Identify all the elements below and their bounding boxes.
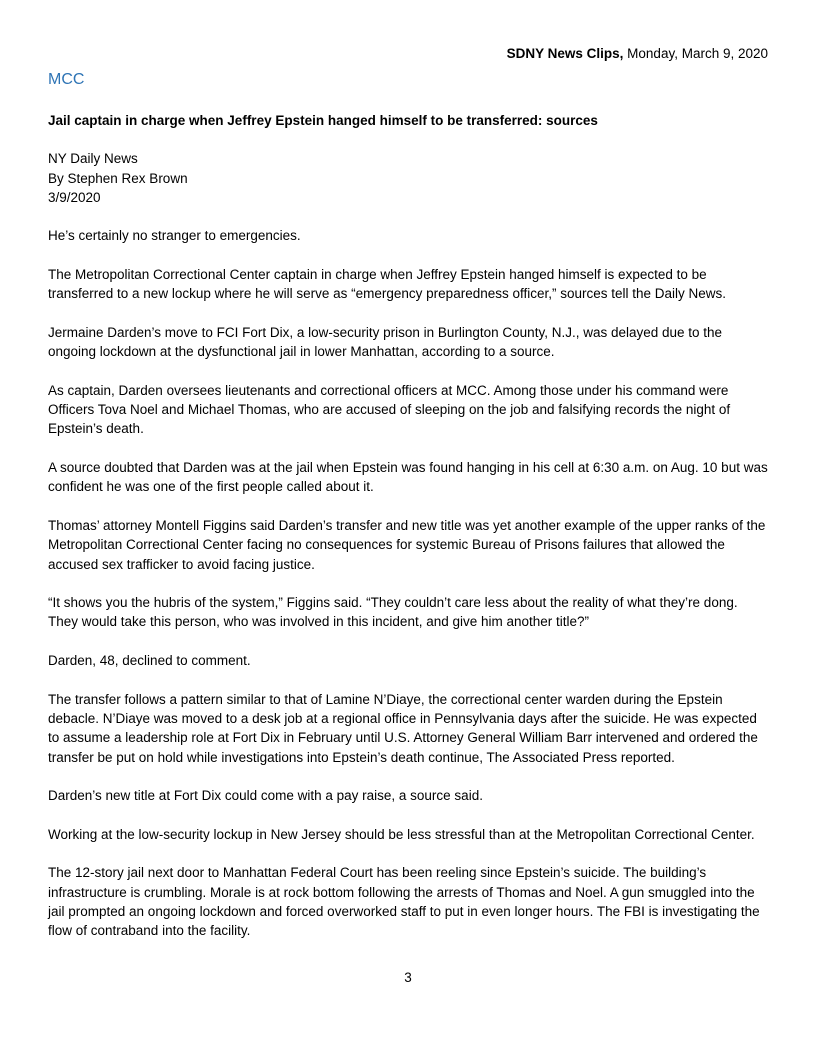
paragraph: The transfer follows a pattern similar to that of Lamine N’Diaye, the correctional center warden during the Epstein debacle. N’Diaye was moved to a desk job at a regional office in Pennsylvania days after the suicide. He was expected to assume a leadership role at Fort Dix in February until U.S. Attorney General William Barr intervened and ordered the transfer be put on hold while investigations into Epstein’s death continue, The Associated Press reported. [48,691,758,765]
paragraph: Darden, 48, declined to comment. [48,653,251,669]
byline-date: 3/9/2020 [48,189,101,205]
paragraph: As captain, Darden oversees lieutenants and correctional officers at MCC. Among those under his command were Officers Tova Noel and Michael Thomas, who are accused of sleeping on the job and falsifying records the night of Epstein’s death. [48,382,731,437]
article-body [48,226,768,940]
paragraph: Working at the low-security lockup in New Jersey should be less stressful than at the Metropolitan Correctional Center. [48,826,755,842]
paragraph: A source doubted that Darden was at the jail when Epstein was found hanging in his cell at 6:30 a.m. on Aug. 10 but was confident he was one of the first people called about it. [48,460,768,495]
header-title: SDNY News Clips, [506,46,624,61]
paragraph: The Metropolitan Correctional Center captain in charge when Jeffrey Epstein hanged himself is expected to be transferred to a new lockup where he will serve as “emergency preparedness officer,” sources tell the Daily News. [48,267,727,302]
document-header [48,44,768,63]
page-number: 3 [404,970,412,985]
article-headline: Jail captain in charge when Jeffrey Epstein hanged himself to be transferred: sources [48,113,598,128]
paragraph: The 12-story jail next door to Manhattan Federal Court has been reeling since Epstein’s suicide. The building’s infrastructure is crumbling. Morale is at rock bottom following the arrests of Thomas and Noel. A gun smuggled into the jail prompted an ongoing lockdown and forced overworked staff to put in even longer hours. The FBI is investigating the flow of contraband into the facility. [48,865,760,939]
section-heading: MCC [48,71,85,88]
paragraph: He’s certainly no stranger to emergencies. [48,228,301,244]
byline-author: By Stephen Rex Brown [48,170,188,186]
header-date: Monday, March 9, 2020 [623,46,768,61]
paragraph: “It shows you the hubris of the system,” Figgins said. “They couldn’t care less about the reality of what they’re dong. They would take this person, who was involved in this incident, and give him another title?” [48,595,738,630]
article-byline [48,149,768,207]
paragraph: Thomas’ attorney Montell Figgins said Darden’s transfer and new title was yet another example of the upper ranks of the Metropolitan Correctional Center facing no consequences for systemic Bureau of Prisons failures that allowed the accused sex trafficker to avoid facing justice. [48,517,766,572]
paragraph: Darden’s new title at Fort Dix could come with a pay raise, a source said. [48,788,483,804]
byline-outlet: NY Daily News [48,151,138,167]
paragraph: Jermaine Darden’s move to FCI Fort Dix, a low-security prison in Burlington County, N.J., was delayed due to the ongoing lockdown at the dysfunctional jail in lower Manhattan, according to a source. [48,324,723,360]
